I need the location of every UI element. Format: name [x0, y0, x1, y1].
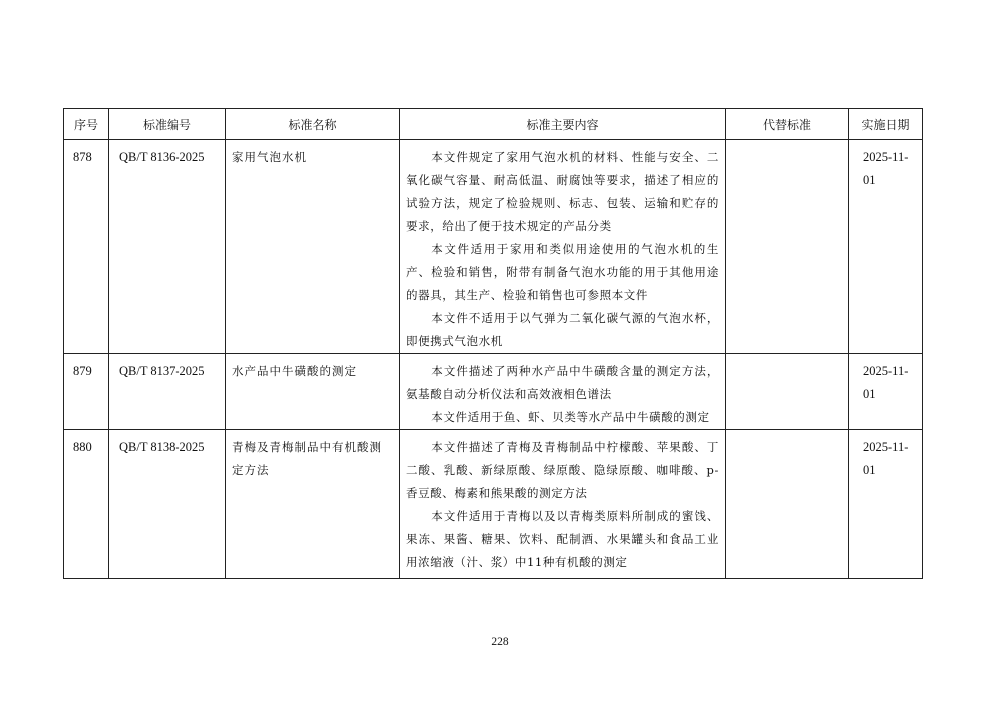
header-replaces: 代替标准 — [726, 109, 849, 140]
code-cell: QB/T 8137-2025 — [109, 354, 226, 430]
content-cell — [400, 354, 726, 430]
name-cell: 青梅及青梅制品中有机酸测定方法 — [226, 430, 400, 579]
date-cell: 2025-11-01 — [849, 354, 923, 430]
standards-table — [63, 108, 923, 579]
replaces-cell — [726, 354, 849, 430]
date-cell: 2025-11-01 — [849, 430, 923, 579]
name-cell: 家用气泡水机 — [226, 140, 400, 354]
code-cell: QB/T 8136-2025 — [109, 140, 226, 354]
seq-cell: 879 — [64, 354, 109, 430]
header-code: 标准编号 — [109, 109, 226, 140]
header-seq: 序号 — [64, 109, 109, 140]
content-paragraph: 本文件适用于青梅以及以青梅类原料所制成的蜜饯、果冻、果酱、糖果、饮料、配制酒、水果罐头和食品工业用浓缩液（汁、浆）中11种有机酸的测定 — [406, 509, 719, 569]
header-name: 标准名称 — [226, 109, 400, 140]
replaces-cell — [726, 430, 849, 579]
seq-cell: 880 — [64, 430, 109, 579]
content-paragraph: 本文件适用于家用和类似用途使用的气泡水机的生产、检验和销售，附带有制备气泡水功能的用于其他用途的器具，其生产、检验和销售也可参照本文件 — [406, 242, 719, 302]
page-number: 228 — [491, 636, 509, 648]
content-paragraph: 本文件描述了两种水产品中牛磺酸含量的测定方法，氨基酸自动分析仪法和高效液相色谱法 — [406, 364, 719, 401]
code-cell: QB/T 8138-2025 — [109, 430, 226, 579]
date-cell: 2025-11-01 — [849, 140, 923, 354]
table-header-row — [64, 109, 923, 140]
content-paragraph: 本文件适用于鱼、虾、贝类等水产品中牛磺酸的测定 — [431, 410, 710, 424]
content-paragraph: 本文件描述了青梅及青梅制品中柠檬酸、苹果酸、丁二酸、乳酸、新绿原酸、绿原酸、隐绿原酸、咖啡酸、p-香豆酸、梅素和熊果酸的测定方法 — [406, 440, 719, 500]
replaces-cell — [726, 140, 849, 354]
table-row — [64, 140, 923, 354]
seq-cell: 878 — [64, 140, 109, 354]
header-date: 实施日期 — [849, 109, 923, 140]
content-paragraph: 本文件规定了家用气泡水机的材料、性能与安全、二氧化碳气容量、耐高低温、耐腐蚀等要求，描述了相应的试验方法，规定了检验规则、标志、包装、运输和贮存的要求，给出了便于技术规定的产品分类 — [406, 150, 719, 233]
content-cell — [400, 140, 726, 354]
content-cell — [400, 430, 726, 579]
content-paragraph: 本文件不适用于以气弹为二氧化碳气源的气泡水杯，即便携式气泡水机 — [406, 311, 719, 348]
header-content: 标准主要内容 — [400, 109, 726, 140]
table-row — [64, 354, 923, 430]
table-row — [64, 430, 923, 579]
name-cell: 水产品中牛磺酸的测定 — [226, 354, 400, 430]
